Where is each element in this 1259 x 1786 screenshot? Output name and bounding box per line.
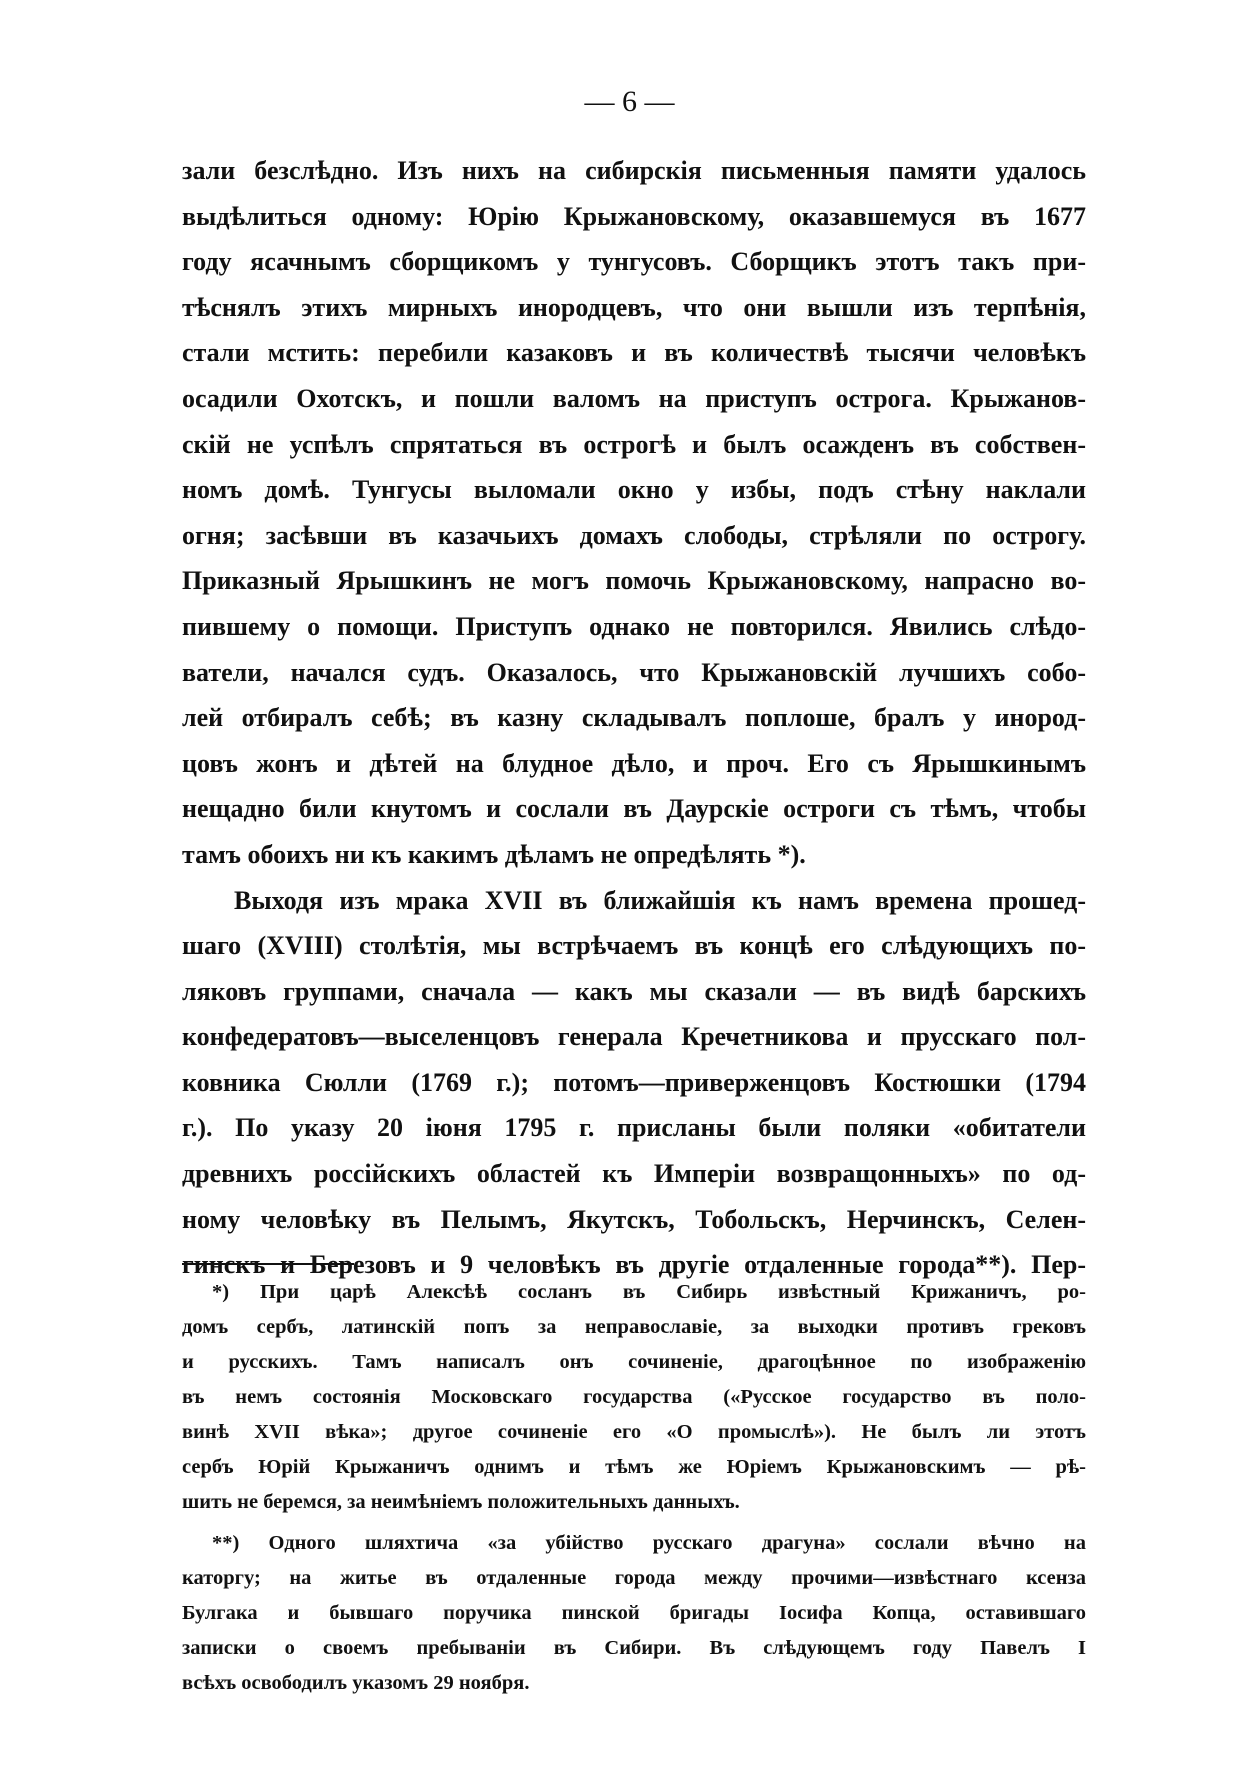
text-line: выдѣлиться одному: Юрію Крыжановскому, оказавшемуся въ 1677 bbox=[182, 201, 1086, 231]
text-line: древнихъ россійскихъ областей къ Имперіи возвращонныхъ» по од- bbox=[182, 1159, 1086, 1189]
footnote-line: каторгу; на житье въ отдаленные города между прочими—извѣстнаго ксенза bbox=[182, 1567, 1086, 1589]
footnote-line: винѣ XVII вѣка»; другое сочиненіе его «О промыслѣ»). Не былъ ли этотъ bbox=[182, 1421, 1086, 1443]
text-line: гинскъ и Березовъ и 9 человѣкъ въ другіе отдаленные города**). Пер- bbox=[182, 1250, 1086, 1280]
text-line: конфедератовъ—выселенцовъ генерала Кречетникова и прусскаго пол- bbox=[182, 1022, 1086, 1052]
text-line: нещадно били кнутомъ и сослали въ Даурскіе остроги съ тѣмъ, чтобы bbox=[182, 794, 1086, 824]
text-line: Приказный Ярышкинъ не могъ помочь Крыжановскому, напрасно во- bbox=[182, 566, 1086, 596]
text-line: ковника Сюлли (1769 г.); потомъ—приверженцовъ Костюшки (1794 bbox=[182, 1067, 1086, 1097]
text-line: тѣснялъ этихъ мирныхъ инородцевъ, что они вышли изъ терпѣнія, bbox=[182, 292, 1086, 322]
footnote-line: записки о своемъ пребываніи въ Сибири. Въ слѣдующемъ году Павелъ I bbox=[182, 1637, 1086, 1659]
footnote-divider bbox=[182, 1263, 354, 1265]
page-number: — 6 — bbox=[584, 85, 675, 118]
text-line: ляковъ группами, сначала — какъ мы сказали — въ видѣ барскихъ bbox=[182, 976, 1086, 1006]
text-line: номъ домѣ. Тунгусы выломали окно у избы, подъ стѣну наклали bbox=[182, 475, 1086, 505]
text-line: осадили Охотскъ, и пошли валомъ на приступъ острога. Крыжанов- bbox=[182, 383, 1086, 413]
text-line: скій не успѣлъ спрятаться въ острогѣ и былъ осажденъ въ собствен- bbox=[182, 429, 1086, 459]
text-line: цовъ жонъ и дѣтей на блудное дѣло, и проч. Его съ Ярышкинымъ bbox=[182, 748, 1086, 778]
footnote-line: **) Одного шляхтича «за убійство русскаго драгуна» сослали вѣчно на bbox=[212, 1532, 1086, 1554]
footnote-line: и русскихъ. Тамъ написалъ онъ сочиненіе, драгоцѣнное по изображенію bbox=[182, 1351, 1086, 1373]
footnote-line: сербъ Юрій Крыжаничъ однимъ и тѣмъ же Юріемъ Крыжановскимъ — рѣ- bbox=[182, 1456, 1086, 1478]
footnote-line: всѣхъ освободилъ указомъ 29 ноября. bbox=[182, 1672, 530, 1694]
footnote-line: въ немъ состоянія Московскаго государства («Русское государство въ поло- bbox=[182, 1386, 1086, 1408]
footnote-line: *) При царѣ Алексѣѣ сосланъ въ Сибирь извѣстный Крижаничъ, ро- bbox=[212, 1281, 1086, 1303]
footnotes bbox=[182, 1275, 1086, 1701]
text-line: стали мстить: перебили казаковъ и въ количествѣ тысячи человѣкъ bbox=[182, 338, 1086, 368]
text-line: зали безслѣдно. Изъ нихъ на сибирскія письменныя памяти удалось bbox=[182, 156, 1086, 185]
text-line: лей отбиралъ себѣ; въ казну складывалъ поплоше, бралъ у инород- bbox=[182, 703, 1086, 733]
text-line: ватели, начался судъ. Оказалось, что Крыжановскій лучшихъ собо- bbox=[182, 657, 1086, 687]
text-line: году ясачнымъ сборщикомъ у тунгусовъ. Сборщикъ этотъ такъ при- bbox=[182, 247, 1086, 277]
text-line: тамъ обоихъ ни къ какимъ дѣламъ не опредѣлять *). bbox=[182, 839, 806, 869]
text-line: шаго (XVIII) столѣтія, мы встрѣчаемъ въ концѣ его слѣдующихъ по- bbox=[182, 931, 1086, 961]
text-line: Выходя изъ мрака XVII въ ближайшія къ намъ времена прошед- bbox=[234, 885, 1086, 915]
text-line: пившему о помощи. Приступъ однако не повторился. Явились слѣдо- bbox=[182, 611, 1086, 641]
footnote-line: домъ сербъ, латинскій попъ за неправославіе, за выходки противъ грековъ bbox=[182, 1316, 1086, 1338]
footnote-line: Булгака и бывшаго поручика пинской бригады Іосифа Копца, оставившаго bbox=[182, 1602, 1086, 1624]
text-line: ному человѣку въ Пелымъ, Якутскъ, Тобольскъ, Нерчинскъ, Селен- bbox=[182, 1204, 1086, 1234]
text-line: огня; засѣвши въ казачьихъ домахъ слободы, стрѣляли по острогу. bbox=[182, 520, 1086, 550]
footnote-line: шить не беремся, за неимѣніемъ положительныхъ данныхъ. bbox=[182, 1491, 740, 1513]
body-text bbox=[182, 148, 1086, 1288]
text-line: г.). По указу 20 іюня 1795 г. присланы были поляки «обитатели bbox=[182, 1113, 1086, 1143]
